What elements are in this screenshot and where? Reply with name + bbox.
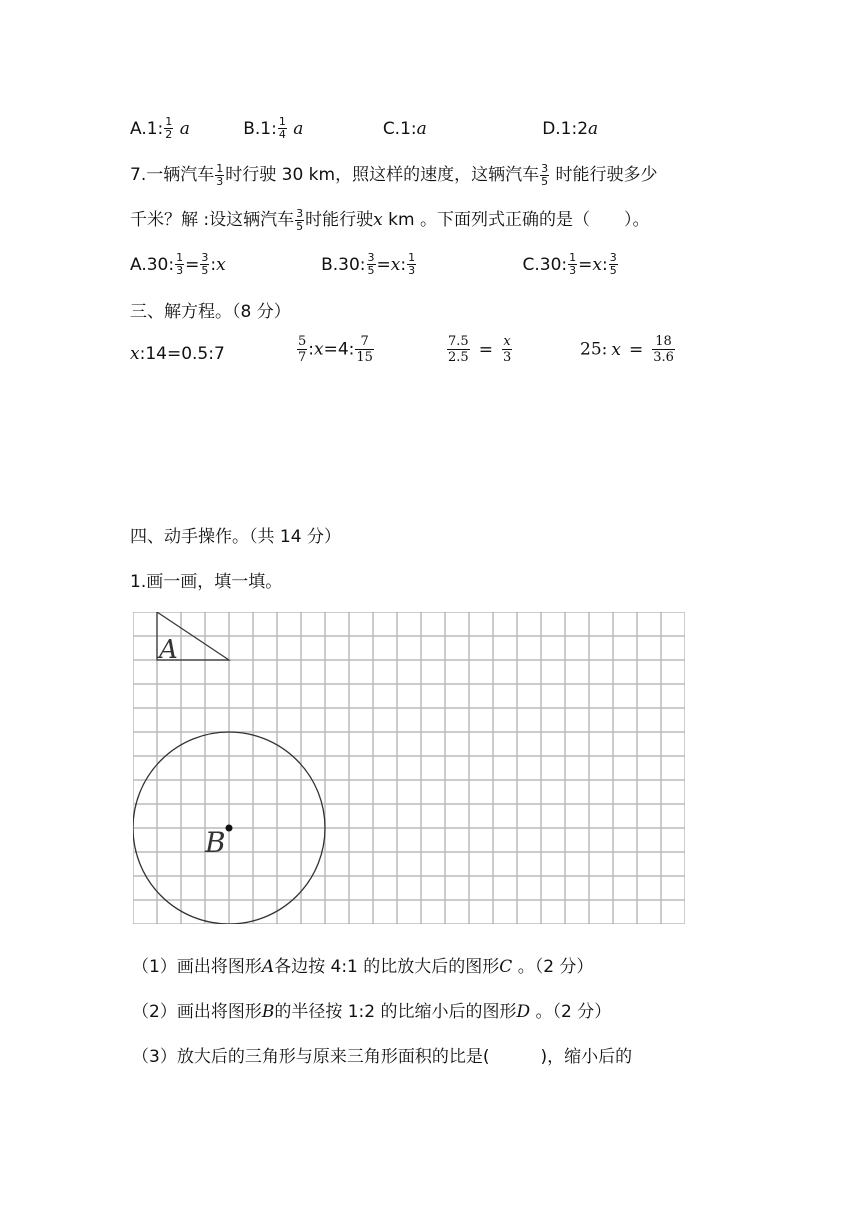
q6-option-d: D.1:2a	[542, 118, 599, 139]
q6-option-b: B.1: $\frac{1}{4}$ a	[243, 115, 304, 141]
equation-2: $\frac{5}{7}$ :x=4: $\frac{7}{15}$	[298, 334, 373, 365]
grid-lines	[133, 612, 685, 924]
q7-option-b: B.30: $\frac{3}{5}$ =x: $\frac{1}{3}$	[321, 251, 416, 277]
q7-line-1: 7.一辆汽车 $\frac{1}{3}$ 时行驶 30 km，照这样的速度，这辆汽车 $\frac{3}{5}$ 时能行驶多少	[130, 161, 658, 188]
q6-option-c: C.1:a	[382, 118, 427, 139]
q7-option-a: A.30: $\frac{1}{3}$ = $\frac{3}{5}$ :x	[130, 251, 226, 277]
circle-b-center	[226, 825, 233, 832]
grid-figure	[133, 612, 685, 924]
question-1-title: 1.画一画，填一填。	[130, 572, 283, 592]
q6-option-a: A.1: $\frac{1}{2}$ a	[130, 115, 190, 141]
sub-question-1: （1）画出将图形A各边按 4:1 的比放大后的图形C 。（2 分）	[132, 957, 594, 977]
label-a: A	[159, 635, 178, 665]
equation-3: $\frac{7.5}{2.5}$ = $\frac{x}{3}$	[448, 334, 512, 365]
q7-option-c: C.30: $\frac{1}{3}$ =x: $\frac{3}{5}$	[522, 251, 617, 277]
q6-options	[130, 116, 598, 141]
label-b: B	[205, 826, 226, 859]
section-4-title: 四、动手操作。（共 14 分）	[130, 527, 341, 547]
section-3-title: 三、解方程。（8 分）	[130, 302, 291, 322]
q7-options	[130, 252, 619, 277]
q7-line-2: 千米？解 :设这辆汽车 $\frac{3}{5}$ 时能行驶x km 。下面列式正确的是（ ）。	[130, 206, 650, 233]
equation-4: 25: x = $\frac{18}{3.6}$	[580, 334, 674, 365]
sub-question-3: （3）放大后的三角形与原来三角形面积的比是( )，缩小后的	[132, 1047, 633, 1067]
sub-question-2: （2）画出将图形B的半径按 1:2 的比缩小后的图形D 。（2 分）	[132, 1002, 612, 1022]
equation-1: x:14=0.5:7	[130, 344, 225, 364]
